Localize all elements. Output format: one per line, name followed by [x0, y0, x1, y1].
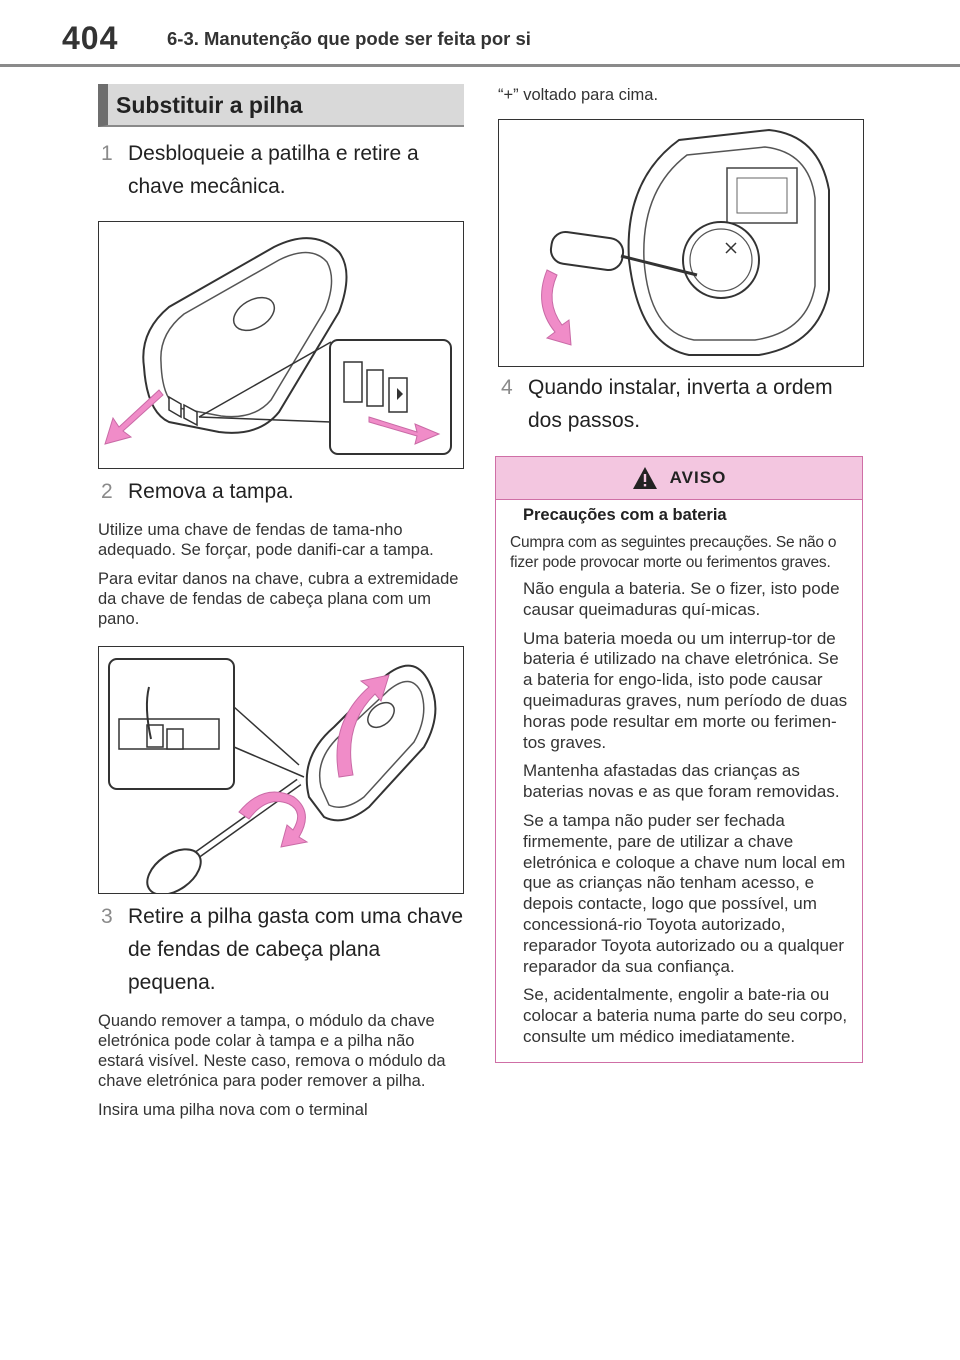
- warning-box: [495, 456, 863, 1063]
- warning-header: [496, 457, 862, 500]
- step-text: Desbloqueie a patilha e retire a chave mecânica.: [128, 142, 419, 198]
- step-4: [494, 371, 864, 437]
- step-text: Retire a pilha gasta com uma chave de fendas de cabeça plana pequena.: [128, 905, 464, 994]
- remove-cover-illustration: [99, 647, 463, 893]
- note-paragraph: Insira uma pilha nova com o terminal: [98, 1101, 368, 1119]
- step-2: [98, 475, 464, 508]
- warning-item: Mantenha afastadas das crianças as baterias novas e as que foram removidas.: [523, 761, 840, 802]
- figure-key-unlock: [98, 221, 464, 469]
- note-paragraph: Utilize uma chave de fendas de tama-nho adequado. Se forçar, pode danifi-car a tampa.: [98, 521, 434, 559]
- warning-item: Não engula a bateria. Se o fizer, isto pode causar queimaduras quí-micas.: [523, 579, 840, 619]
- warning-item: Se, acidentalmente, engolir a bate-ria ou colocar a bateria numa parte do seu corpo, consulte um médico imediatamente.: [523, 985, 848, 1046]
- step-number: 1: [101, 142, 113, 165]
- warning-subtitle: Precauções com a bateria: [523, 506, 727, 524]
- page-number: 404: [62, 20, 119, 56]
- figure-remove-battery: [498, 119, 864, 367]
- step-number: 4: [501, 376, 513, 399]
- step-number: 2: [101, 480, 113, 503]
- header-rule: [0, 64, 960, 67]
- warning-triangle-icon: [632, 466, 658, 490]
- left-column: [98, 84, 464, 1129]
- step-1: [98, 137, 464, 203]
- figure-remove-cover: [98, 646, 464, 894]
- step-text: Remova a tampa.: [128, 480, 294, 503]
- right-column: [494, 84, 864, 1063]
- step-number: 3: [101, 905, 113, 928]
- continuation-paragraph: “+” voltado para cima.: [498, 86, 659, 104]
- key-unlock-illustration: [99, 222, 463, 468]
- warning-item: Se a tampa não puder ser fechada firmemente, pare de utilizar a chave eletrónica e coloque a chave num local em que as crianças não tenham acesso, e depois contacte, logo que possível, um concessioná-rio Toyota autorizado, reparador Toyota autorizado ou a qualquer reparador da sua confiança.: [523, 810, 846, 976]
- section-heading: Substituir a pilha: [98, 84, 464, 127]
- warning-intro: Cumpra com as seguintes precauções. Se não o fizer pode provocar morte ou ferimentos graves.: [510, 534, 837, 571]
- warning-body: [496, 500, 862, 1062]
- note-paragraph: Quando remover a tampa, o módulo da chave eletrónica pode colar à tampa e a pilha não estará visível. Neste caso, remova o módulo da chave eletrónica para poder remover a pilha.: [98, 1012, 446, 1090]
- remove-battery-illustration: [499, 120, 863, 366]
- step-3: [98, 900, 464, 999]
- warning-title: AVISO: [669, 468, 727, 487]
- warning-item: Uma bateria moeda ou um interrup-tor de bateria é utilizado na chave eletrónica. Se a bateria for engo-lida, isto pode causar queimaduras graves, num período de duas horas pode resultar em morte ou ferimen-tos graves.: [523, 628, 848, 752]
- step-text: Quando instalar, inverta a ordem dos passos.: [528, 376, 833, 432]
- page-header: [0, 0, 960, 70]
- note-paragraph: Para evitar danos na chave, cubra a extremidade da chave de fendas de cabeça plana com um pano.: [98, 570, 459, 628]
- chapter-title: 6-3. Manutenção que pode ser feita por si: [167, 28, 531, 49]
